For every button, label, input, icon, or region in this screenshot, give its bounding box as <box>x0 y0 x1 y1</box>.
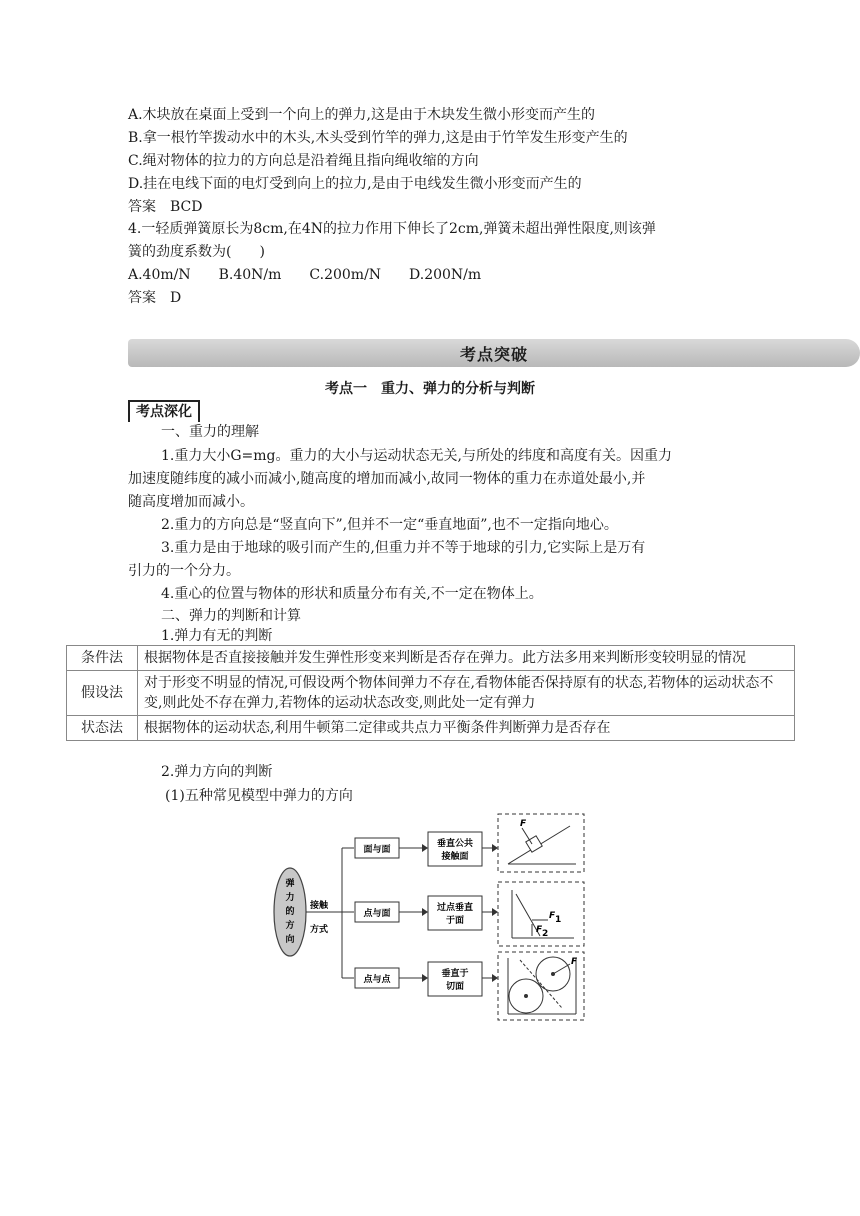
heading-elastic-direction: 2.弹力方向的判断 <box>161 764 273 780</box>
sphere-center <box>524 994 528 998</box>
arrow-head <box>422 844 428 852</box>
method-cell: 条件法 <box>67 646 138 671</box>
force-label: F <box>571 957 578 967</box>
method-cell: 假设法 <box>67 671 138 716</box>
para-1-line2: 加速度随纬度的减小而减小,随高度的增加而减小,故同一物体的重力在赤道处最小,并 <box>128 471 646 487</box>
para-1-line3: 随高度增加而减小。 <box>128 494 254 510</box>
arrow-head <box>492 908 498 916</box>
subsection-heading: 考点一 重力、弹力的分析与判断 <box>325 381 535 397</box>
force-subscript: 1 <box>555 915 562 925</box>
force-label: F <box>549 911 556 921</box>
section-banner-title: 考点突破 <box>459 345 528 364</box>
branch-rule-label: 垂直于 <box>441 969 469 979</box>
para-2: 2.重力的方向总是“竖直向下”,但并不一定“垂直地面”,也不一定指向地心。 <box>161 517 618 533</box>
option-3c: C.绳对物体的拉力的方向总是沿着绳且指向绳收缩的方向 <box>128 153 479 169</box>
model-box-corner <box>498 882 584 946</box>
table-row <box>67 671 795 716</box>
contact-label: 接触 <box>310 901 329 911</box>
table-row <box>67 646 795 671</box>
description-cell: 对于形变不明显的情况,可假设两个物体间弹力不存在,看物体能否保持原有的状态,若物体的运动状态不变,则此处不存在弹力,若物体的运动状态改变,则此处一定有弹力 <box>138 671 795 716</box>
heading-elastic: 二、弹力的判断和计算 <box>161 608 301 624</box>
arrow-head <box>492 974 498 982</box>
center-char: 力 <box>285 893 295 903</box>
branch-rule-label: 于面 <box>445 916 465 926</box>
answer-4: 答案 D <box>128 290 182 306</box>
answer-3: 答案 BCD <box>128 199 203 215</box>
heading-elastic-existence: 1.弹力有无的判断 <box>161 628 273 644</box>
arrow-head <box>422 908 428 916</box>
arrow-head <box>422 974 428 982</box>
branch-rule-label: 垂直公共 <box>436 839 474 849</box>
force-label: F <box>536 925 543 935</box>
elastic-direction-diagram <box>270 808 590 1024</box>
section-banner <box>128 339 860 367</box>
branch-rule-label: 接触面 <box>441 852 469 862</box>
branch-type-label: 点与面 <box>363 909 391 919</box>
section-tag: 考点深化 <box>128 400 200 422</box>
option-3a: A.木块放在桌面上受到一个向上的弹力,这是由于木块发生微小形变而产生的 <box>128 107 596 123</box>
center-char: 的 <box>285 907 295 917</box>
branch-type-label: 点与点 <box>363 975 391 985</box>
force-subscript: 2 <box>542 929 549 939</box>
branch-rule-label: 切面 <box>445 982 465 992</box>
para-3-line2: 引力的一个分力。 <box>128 563 240 579</box>
option-3d: D.挂在电线下面的电灯受到向上的拉力,是由于电线发生微小形变而产生的 <box>128 176 582 192</box>
para-3-line1: 3.重力是由于地球的吸引而产生的,但重力并不等于地球的引力,它实际上是万有 <box>161 540 646 556</box>
question-4-line1: 4.一轻质弹簧原长为8cm,在4N的拉力作用下伸长了2cm,弹簧未超出弹性限度,则该弹 <box>128 221 656 237</box>
para-1-line1: 1.重力大小G=mg。重力的大小与运动状态无关,与所处的纬度和高度有关。因重力 <box>161 448 672 464</box>
center-char: 弹 <box>285 879 295 889</box>
branch-type-label: 面与面 <box>363 845 391 855</box>
description-cell: 根据物体是否直接接触并发生弹性形变来判断是否存在弹力。此方法多用来判断形变较明显的情况 <box>138 646 795 671</box>
center-char: 向 <box>285 935 295 945</box>
description-cell: 根据物体的运动状态,利用牛顿第二定律或共点力平衡条件判断弹力是否存在 <box>138 716 795 741</box>
model-box-incline <box>498 814 584 872</box>
question-4-options: A.40m/N B.40N/m C.200m/N D.200N/m <box>128 267 482 283</box>
option-3b: B.拿一根竹竿拨动水中的木头,木头受到竹竿的弹力,这是由于竹竿发生形变产生的 <box>128 130 628 146</box>
heading-gravity: 一、重力的理解 <box>161 424 259 440</box>
force-label: F <box>520 819 527 829</box>
method-cell: 状态法 <box>67 716 138 741</box>
heading-five-models: (1)五种常见模型中弹力的方向 <box>165 788 353 804</box>
contact-label: 方式 <box>310 925 329 935</box>
branch-rule-label: 过点垂直 <box>436 903 474 913</box>
judgment-table <box>66 645 795 741</box>
para-4: 4.重心的位置与物体的形状和质量分布有关,不一定在物体上。 <box>161 586 543 602</box>
table-row <box>67 716 795 741</box>
question-4-line2: 簧的劲度系数为( ) <box>128 244 265 260</box>
arrow-head <box>492 844 498 852</box>
center-char: 方 <box>285 921 295 931</box>
